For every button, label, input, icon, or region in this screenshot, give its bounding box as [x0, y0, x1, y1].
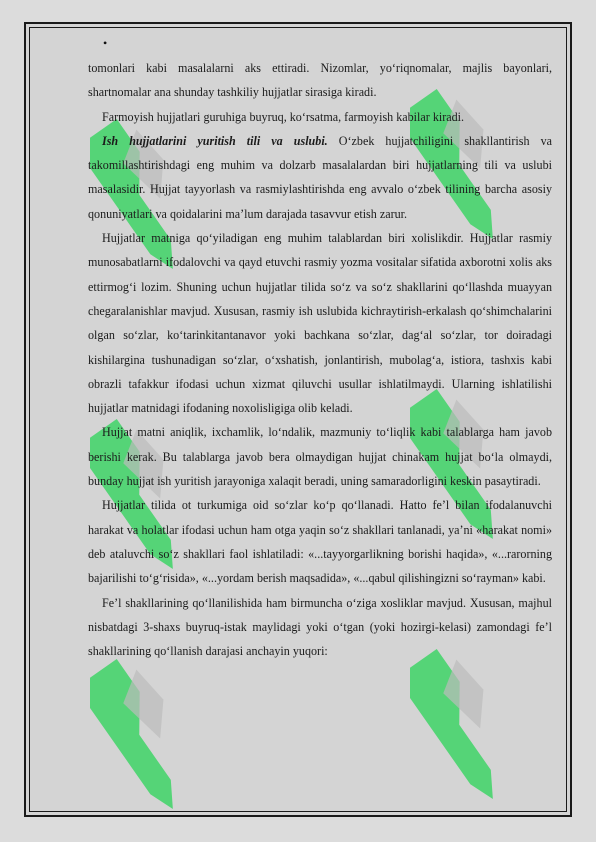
document-page: [24, 22, 572, 817]
paragraph: [88, 129, 552, 226]
watermark-logo-icon: [90, 638, 200, 812]
bullet-marker: •: [103, 36, 108, 50]
paragraph: tomonlari kabi masalalarni aks ettiradi. Nizomlar, yo‘riqnomalar, majlis bayonlari, shartnomalar ana shunday tashkiliy hujjatlar sirasiga kiradi.: [88, 61, 552, 100]
paragraph-text: O‘zbek hujjatchiligini shakllantirish va takomillashtirishdagi eng muhim va dolzarb masalalardan biri hujjatlarning tili va uslubi masalasidir. Hujjat tayyorlash va rasmiylashtirishda eng avvalo o‘zbek tilining barcha asosiy qonuniyatlari va qoidalarini ma’lum darajada tasavvur etish zarur.: [88, 133, 552, 221]
paragraph: Fe’l shakllarining qo‘llanilishida ham birmuncha o‘ziga xosliklar mavjud. Xususan, majhul nisbatdagi 3-shaxs buyruq-istak maylidagi yoki o‘tgan (yoki hozirgi-kelasi) zamondagi fe’l shakllarining qo‘llanish darajasi anchayin yuqori:: [88, 595, 552, 659]
paragraph: Hujjat matni aniqlik, ixchamlik, lo‘ndalik, mazmuniy to‘liqlik kabi talablarga ham javob berishi kerak. Bu talablarga javob bera olmaydigan hujjat chinakam hujjat bo‘la olmaydi, bunday hujjat ish yuritish jarayoniga xalaqit beradi, uning samaradorligini keskin pasaytiradi.: [88, 425, 552, 489]
section-heading: Ish hujjatlarini yuritish tili va uslubi.: [102, 133, 328, 148]
page-inner-border: [29, 27, 567, 812]
document-body: [88, 56, 552, 663]
paragraph: Farmoyish hujjatlari guruhiga buyruq, ko‘rsatma, farmoyish kabilar kiradi.: [102, 109, 465, 124]
paragraph: Hujjatlar tilida ot turkumiga oid so‘zlar ko‘p qo‘llanadi. Hatto fe’l bilan ifodalanuvchi harakat va holatlar ifodasi uchun ham otga yaqin so‘z shakllari tanlanadi, ya’ni «harakat nomi» deb ataluvchi so‘z shakllari faol ishlatiladi: «...tayyorgarlikning borishi haqida», «...rarorning bajarilishi to‘g‘risida», «...yordam berish maqsadida», «...qabul qilishingizni so‘rayman» kabi.: [88, 498, 552, 586]
paragraph: Hujjatlar matniga qo‘yiladigan eng muhim talablardan biri xolislikdir. Hujjatlar rasmiy munosabatlarni ifodalovchi va qayd etuvchi rasmiy yozma vositalar sifatida axborotni xolis aks ettirmog‘i lozim. Shuning uchun hujjatlar tilida so‘z va so‘z shakllarini qo‘llashda muayyan chegaralanishlar mavjud. Xususan, rasmiy ish uslubida kichraytirish-erkalash qo‘shimchalarini olgan so‘zlar, ko‘tarinkitantanavor yoki bachkana so‘zlar, dag‘al so‘zlar, tor doiradagi kishilargina tushunadigan so‘zlar, o‘xshatish, jonlantirish, mubolag‘a, istiora, tashxis kabi obrazli tafakkur ifodasi uchun xizmat qiluvchi usullar ishlatilmaydi. Ularning ishlatilishi hujjatlar matnidagi ifodaning noxolisligiga olib keladi.: [88, 231, 552, 416]
